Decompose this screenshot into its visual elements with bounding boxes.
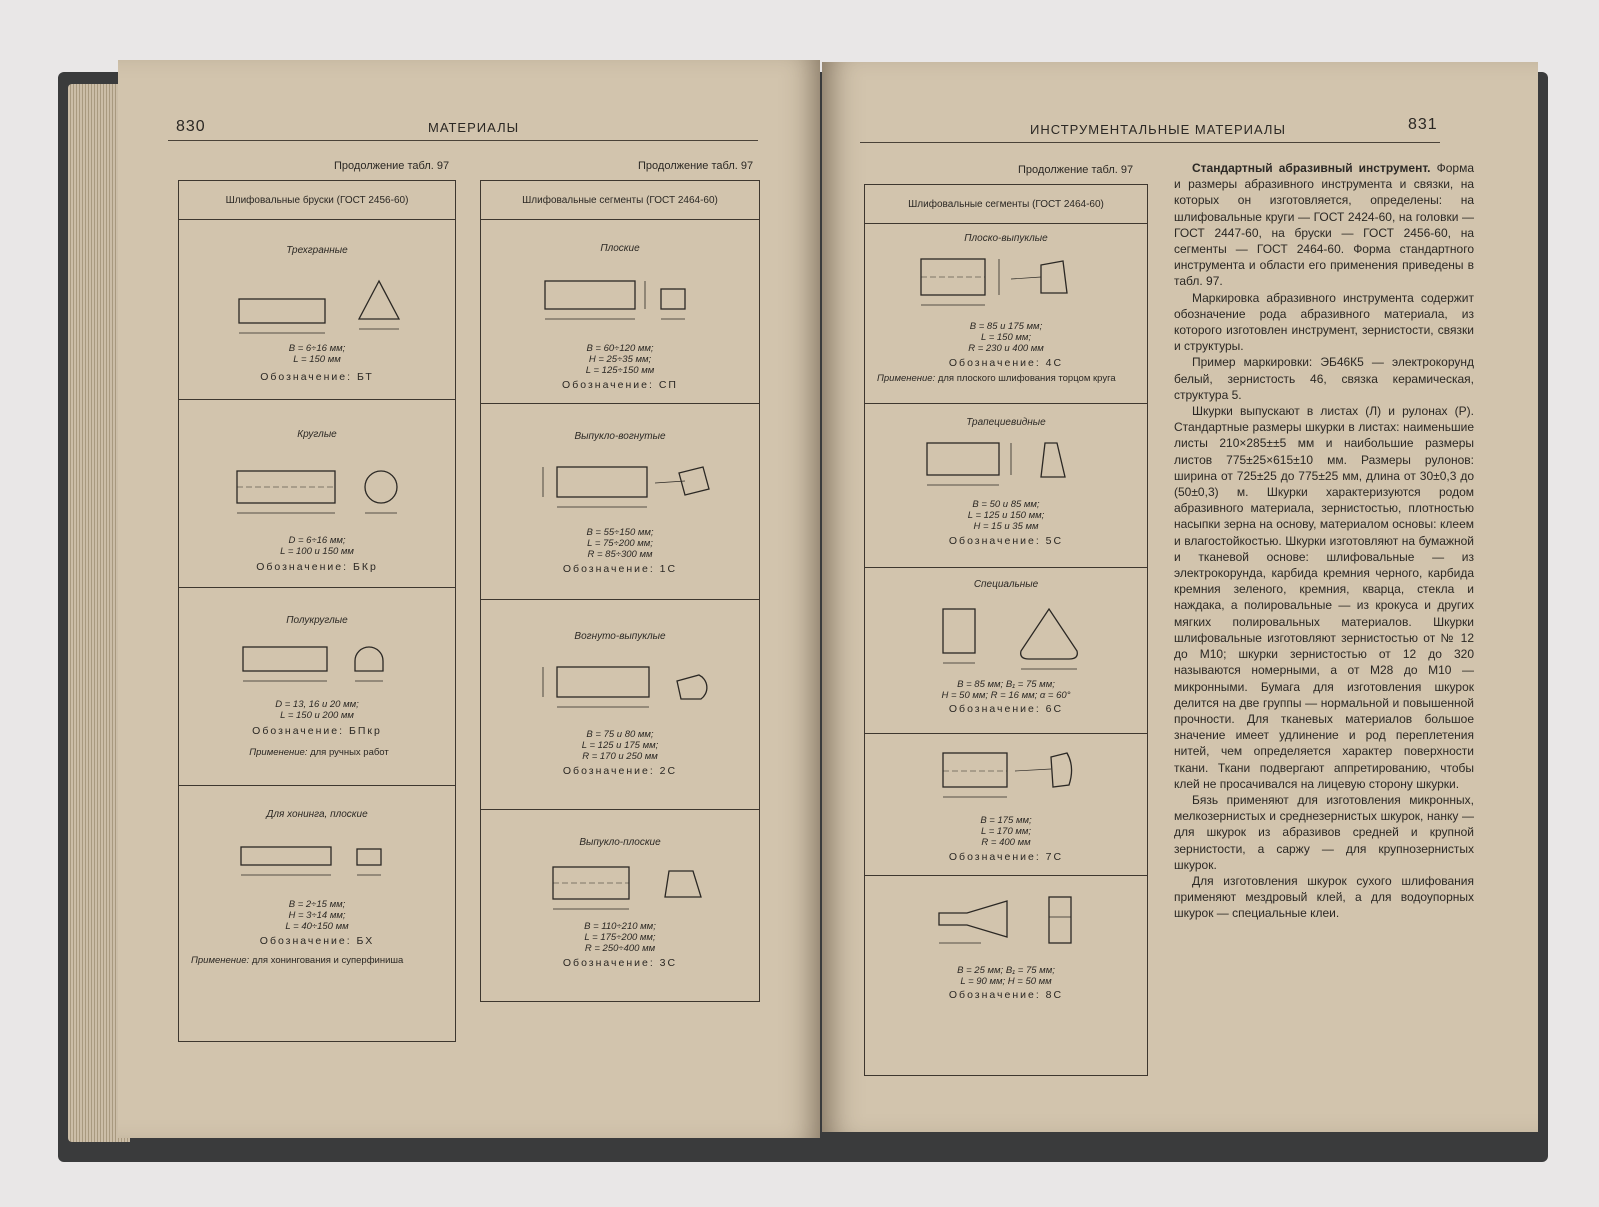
cell-dimensions: B = 75 и 80 мм; L = 125 и 175 мм; R = 170 и 250 мм [581,729,659,762]
flat-segment-drawing [539,267,719,337]
table-cell [179,219,455,400]
cell-title: Круглые [297,429,337,440]
body-paragraph: Для изготовления шкурок сухого шлифования применяют мездровый клей, а для водоупорных шкурок — специальные клеи. [1174,873,1474,921]
cell-title: Полукруглые [286,615,348,626]
cell-title: Трехгранные [286,245,348,256]
table-cell [481,219,759,404]
cell-designation: Обозначение: 1С [562,563,678,575]
table-cell [865,733,1147,876]
table-cell [481,809,759,1001]
cell-title: Плоско-выпуклые [964,233,1048,244]
cell-dimensions: B = 6÷16 мм; L = 150 мм [288,343,346,365]
segment-8c-drawing [927,893,1097,957]
table-cell [179,587,455,786]
running-header-right: ИНСТРУМЕНТАЛЬНЫЕ МАТЕРИАЛЫ [1030,122,1286,137]
round-bar-drawing [229,451,419,531]
header-rule-right [860,142,1440,143]
cell-designation: Обозначение: 6С [948,703,1064,715]
flat-convex-segment-drawing [915,253,1105,317]
left-page [118,60,820,1138]
table-cell [865,403,1147,568]
cell-dimensions: B = 55÷150 мм; L = 75÷200 мм; R = 85÷300 мм [586,527,654,560]
trapezoid-segment-drawing [921,437,1101,497]
body-paragraph: Стандартный абразивный инструмент. Форма и размеры абразивного инструмента и связки, на которых он изготовляется, определены: на шлифовальные круги — ГОСТ 2424-60, на головки — ГОСТ 2447-60, на бруски — ГОСТ 2456-60, на сегменты — ГОСТ 2464-60. Форма стандартного инструмента и области его применения приведены в табл. 97. [1174,161,1474,289]
cell-title: Выпукло-плоские [579,837,661,848]
cell-designation: Обозначение: 3С [562,957,678,969]
table-cell [481,403,759,600]
body-paragraph: Пример маркировки: ЭБ46К5 — электрокорунд белый, зернистость 46, связка керамическая, структура 5. [1174,355,1474,402]
cell-designation: Обозначение: БПкр [252,725,382,737]
triangular-bar-drawing [229,267,419,347]
page-number-left: 830 [176,118,206,135]
right-page [822,62,1538,1132]
concave-convex-segment-drawing [535,659,725,719]
body-paragraph: Шкурки выпускают в листах (Л) и рулонах (Р). Стандартные размеры шкурки в листах: наименьшие листы 210×285±±5 мм и наибольшие размеры листов 775±25×615±10 мм. Размеры рулонов: ширина от 725±25 до 775±25 мм, длина от 30±0,3 до (50±0,3) м. Шкурки характеризуются родом абразивного материала, зернистостью, плотностью насыпки зерна на основу, материалом основы: клеем и влагостойкостью. Шкурки изготовляют на бумажной и тканевой основе: шлифовальные — из электрокорунда, карбида кремния черного, карбида кремния зеленого, кремния, кварца, стекла и наждака, а полировальные — из крокуса и других мягких полировальных материалов. Шкурки шлифовальные изготовляют зернистостью от № 12 до М10; шкурки зернистостью от 12 до 320 называются номерными, а от М28 до М10 — микронными. Бумага для изготовления шкурок делится на две группы — нормальной и повышенной прочности. Для тканевых материалов большое значение имеет удлинение и род переплетения нитей, чем определяется характер поверхности ткани. Ткани подвергают аппретированию, чтобы клей не просачивался на лицевую сторону шкурки. [1174,404,1474,791]
cell-designation: Обозначение: СП [562,379,678,391]
table-grinding-segments-cont [864,184,1148,1076]
cell-dimensions: B = 50 и 85 мм; L = 125 и 150 мм; H = 15 и 35 мм [967,499,1045,532]
cell-application: Применение: для ручных работ [249,747,389,758]
half-round-bar-drawing [239,639,409,695]
cell-application: Применение: для плоского шлифования торцом круга [877,373,1116,384]
cell-designation: Обозначение: БХ [259,935,375,947]
table-cell [179,785,455,1041]
cell-designation: Обозначение: 5С [948,535,1064,547]
running-header-left: МАТЕРИАЛЫ [428,120,520,135]
cell-designation: Обозначение: 7С [948,851,1064,863]
cell-designation: Обозначение: 2С [562,765,678,777]
body-text-column [1174,160,1474,922]
cell-title: Плоские [600,243,640,254]
table-grinding-bars [178,180,456,1042]
cell-designation: Обозначение: БКр [256,561,378,573]
table-header: Шлифовальные сегменты (ГОСТ 2464-60) [481,181,759,220]
table-cell [865,223,1147,404]
table-cell [179,399,455,588]
table-cell [865,567,1147,734]
cell-application: Применение: для хонингования и суперфиниша [191,955,404,966]
cell-dimensions: D = 13, 16 и 20 мм; L = 150 и 200 мм [275,699,359,721]
cell-designation: Обозначение: 8С [948,989,1064,1001]
convex-flat-segment-drawing [545,859,725,919]
cell-title: Для хонинга, плоские [266,809,368,820]
cell-designation: Обозначение: 4С [948,357,1064,369]
table-header: Шлифовальные бруски (ГОСТ 2456-60) [179,181,455,220]
continuation-label: Продолжение табл. 97 [638,160,754,172]
page-number-right: 831 [1408,116,1438,133]
table-cell [481,599,759,810]
cell-dimensions: B = 175 мм; L = 170 мм; R = 400 мм [980,815,1032,848]
cell-title: Специальные [973,579,1039,590]
special-segment-drawing [929,601,1099,677]
continuation-label: Продолжение табл. 97 [1018,164,1134,176]
convex-concave-segment-drawing [535,459,725,519]
cell-dimensions: B = 60÷120 мм; H = 25÷35 мм; L = 125÷150 мм [585,343,655,376]
cell-title: Трапециевидные [966,417,1046,428]
cell-dimensions: D = 6÷16 мм; L = 100 и 150 мм [280,535,354,557]
cell-title: Выпукло-вогнутые [574,431,666,442]
table-header: Шлифовальные сегменты (ГОСТ 2464-60) [865,185,1147,224]
cell-title: Вогнуто-выпуклые [574,631,666,642]
cell-designation: Обозначение: БТ [260,371,374,383]
cell-dimensions: B = 85 и 175 мм; L = 150 мм; R = 230 и 400 мм [968,321,1044,354]
cell-dimensions: B = 2÷15 мм; H = 3÷14 мм; L = 40÷150 мм [285,899,349,932]
header-rule-left [168,140,758,141]
cell-dimensions: B = 85 мм; B₁ = 75 мм; H = 50 мм; R = 16 мм; α = 60° [941,679,1071,701]
segment-7c-drawing [929,747,1099,811]
body-heading: Стандартный абразивный инструмент. [1192,161,1431,175]
cell-dimensions: B = 110÷210 мм; L = 175÷200 мм; R = 250÷400 мм [584,921,656,954]
body-paragraph: Бязь применяют для изготовления микронных, мелкозернистых и среднезернистых шкурок, нанку — для шкурок из абразивов средней и крупной зернистости, а саржу — для крупнозернистых шкурок. [1174,792,1474,872]
table-cell [865,875,1147,1075]
body-paragraph: Маркировка абразивного инструмента содержит обозначение рода абразивного материала, из которого изготовлен инструмент, зернистости, связки и структуры. [1174,290,1474,354]
honing-bar-drawing [235,835,415,891]
continuation-label: Продолжение табл. 97 [334,160,450,172]
table-grinding-segments [480,180,760,1002]
cell-dimensions: B = 25 мм; B₁ = 75 мм; L = 90 мм; H = 50 мм [957,965,1055,987]
